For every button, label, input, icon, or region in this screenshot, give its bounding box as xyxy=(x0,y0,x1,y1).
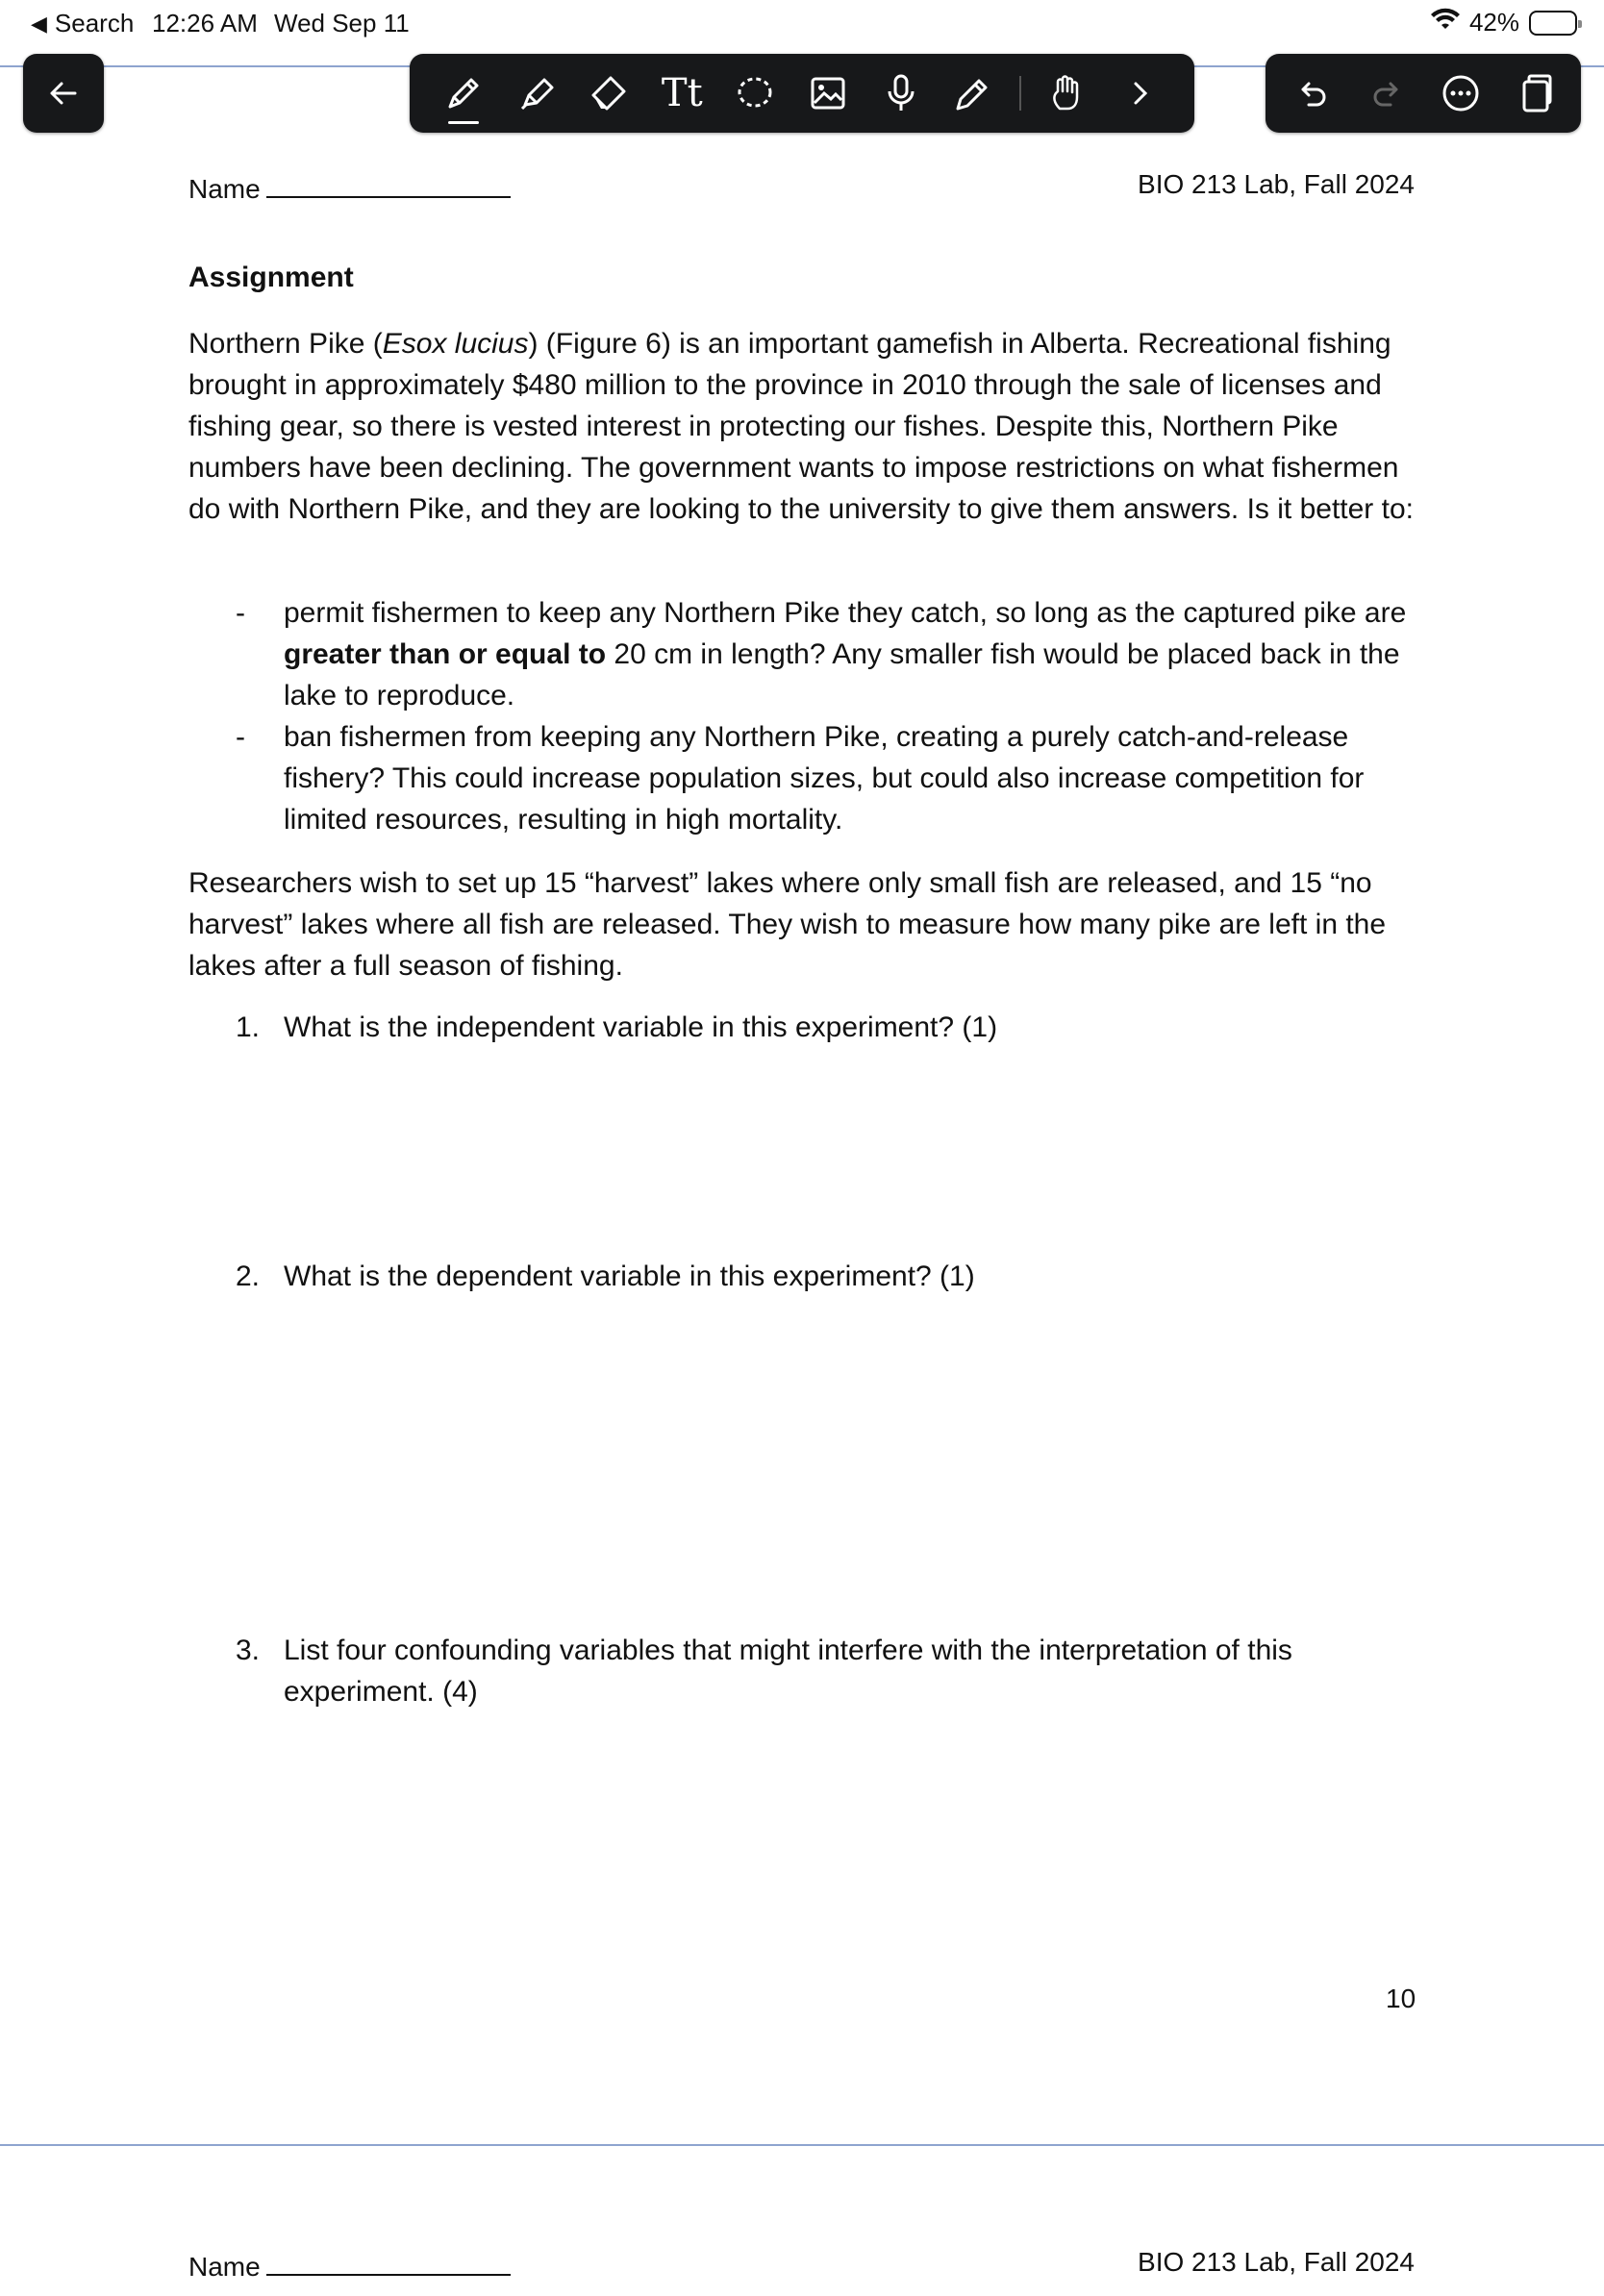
clock: 12:26 AM xyxy=(152,9,258,37)
bullet-dash: - xyxy=(236,597,245,629)
redo-icon[interactable] xyxy=(1360,66,1414,120)
assignment-heading: Assignment xyxy=(188,262,354,293)
question-2 xyxy=(188,1256,1415,1297)
date: Wed Sep 11 xyxy=(274,9,410,37)
document-actions-toolbar xyxy=(1266,54,1581,133)
status-bar xyxy=(0,0,1604,46)
microphone-icon[interactable] xyxy=(874,66,928,120)
course-header: BIO 213 Lab, Fall 2024 xyxy=(1138,169,1415,199)
text-tool-glyph: Tt xyxy=(661,71,703,115)
name-blank-line xyxy=(266,169,511,198)
text-tool-icon[interactable] xyxy=(655,66,709,120)
question-text: What is the dependent variable in this experiment? (1) xyxy=(284,1260,975,1292)
back-button[interactable] xyxy=(23,54,104,133)
species-name: Esox lucius xyxy=(382,328,529,360)
question-text: What is the independent variable in this experiment? (1) xyxy=(284,1011,998,1043)
course-header: BIO 213 Lab, Fall 2024 xyxy=(1138,2247,1415,2277)
name-field xyxy=(188,169,511,205)
name-label: Name xyxy=(188,174,261,204)
battery-percent: 42% xyxy=(1468,8,1519,37)
undo-icon[interactable] xyxy=(1286,66,1340,120)
options-list xyxy=(188,592,1415,840)
option-text-start: permit fishermen to keep any Northern Pike they catch, so long as the captured pike are xyxy=(284,597,1407,629)
back-label: Search xyxy=(54,9,135,37)
more-icon[interactable] xyxy=(1434,66,1488,120)
page-number: 10 xyxy=(1386,1984,1416,2013)
name-blank-line xyxy=(266,2247,511,2276)
intro-text-start: Northern Pike ( xyxy=(188,328,383,360)
option-text-end: 20 cm in length? Any smaller fish would be placed back in the lake to reproduce. xyxy=(284,638,1400,711)
list-item xyxy=(188,716,1415,840)
question-1 xyxy=(188,1007,1415,1048)
question-text: List four confounding variables that might interfere with the interpretation of this experiment. (4) xyxy=(284,1635,1292,1708)
intro-text-rest: ) (Figure 6) is an important gamefish in Alberta. Recreational fishing brought in approximately $480 million to the province in 2010 through the sale of licenses and fishing gear, so there is vested interest in protecting our fishes. Despite this, Northern Pike numbers have been declining. The government wants to impose restrictions on what fishermen do with Northern Pike, and they are looking to the university to give them answers. Is it better to: xyxy=(188,328,1414,525)
name-label: Name xyxy=(188,2252,261,2282)
pages-icon[interactable] xyxy=(1508,66,1562,120)
battery-icon xyxy=(1529,11,1577,36)
image-icon[interactable] xyxy=(801,66,855,120)
intro-paragraph xyxy=(188,323,1415,530)
page-break-divider xyxy=(0,2144,1604,2146)
list-item xyxy=(188,592,1415,716)
wifi-icon xyxy=(1431,8,1460,37)
question-number: 3. xyxy=(236,1635,261,1666)
status-right xyxy=(1431,8,1577,37)
highlighter-icon[interactable] xyxy=(510,66,564,120)
question-3 xyxy=(188,1630,1415,1712)
question-number: 1. xyxy=(236,1011,261,1043)
bullet-dash: - xyxy=(236,721,245,753)
option-text-start: ban fishermen from keeping any Northern Pike, creating a purely catch-and-release fishery? This could increase population sizes, but could also increase competition for limited resources, resulting in high mortality. xyxy=(284,721,1365,836)
eraser-icon[interactable] xyxy=(583,66,637,120)
toolbar-separator xyxy=(1019,76,1021,111)
chevron-right-icon[interactable] xyxy=(1114,66,1167,120)
name-field xyxy=(188,2247,511,2283)
option-bold-text: greater than or equal to xyxy=(284,638,607,670)
hand-touch-icon[interactable] xyxy=(1040,66,1094,120)
back-triangle-icon: ◀ xyxy=(31,11,47,36)
setup-paragraph: Researchers wish to set up 15 “harvest” lakes where only small fish are released, and 15 “no harvest” lakes where all fish are released. They wish to measure how many pike are left in the lakes after a full season of fishing. xyxy=(188,867,1387,982)
back-arrow-icon xyxy=(37,66,90,120)
pen-icon[interactable] xyxy=(437,66,490,120)
pencil-icon[interactable] xyxy=(947,66,1001,120)
drawing-toolbar xyxy=(410,54,1194,133)
question-number: 2. xyxy=(236,1260,261,1292)
back-to-search-link[interactable] xyxy=(31,9,134,38)
lasso-icon[interactable] xyxy=(728,66,782,120)
